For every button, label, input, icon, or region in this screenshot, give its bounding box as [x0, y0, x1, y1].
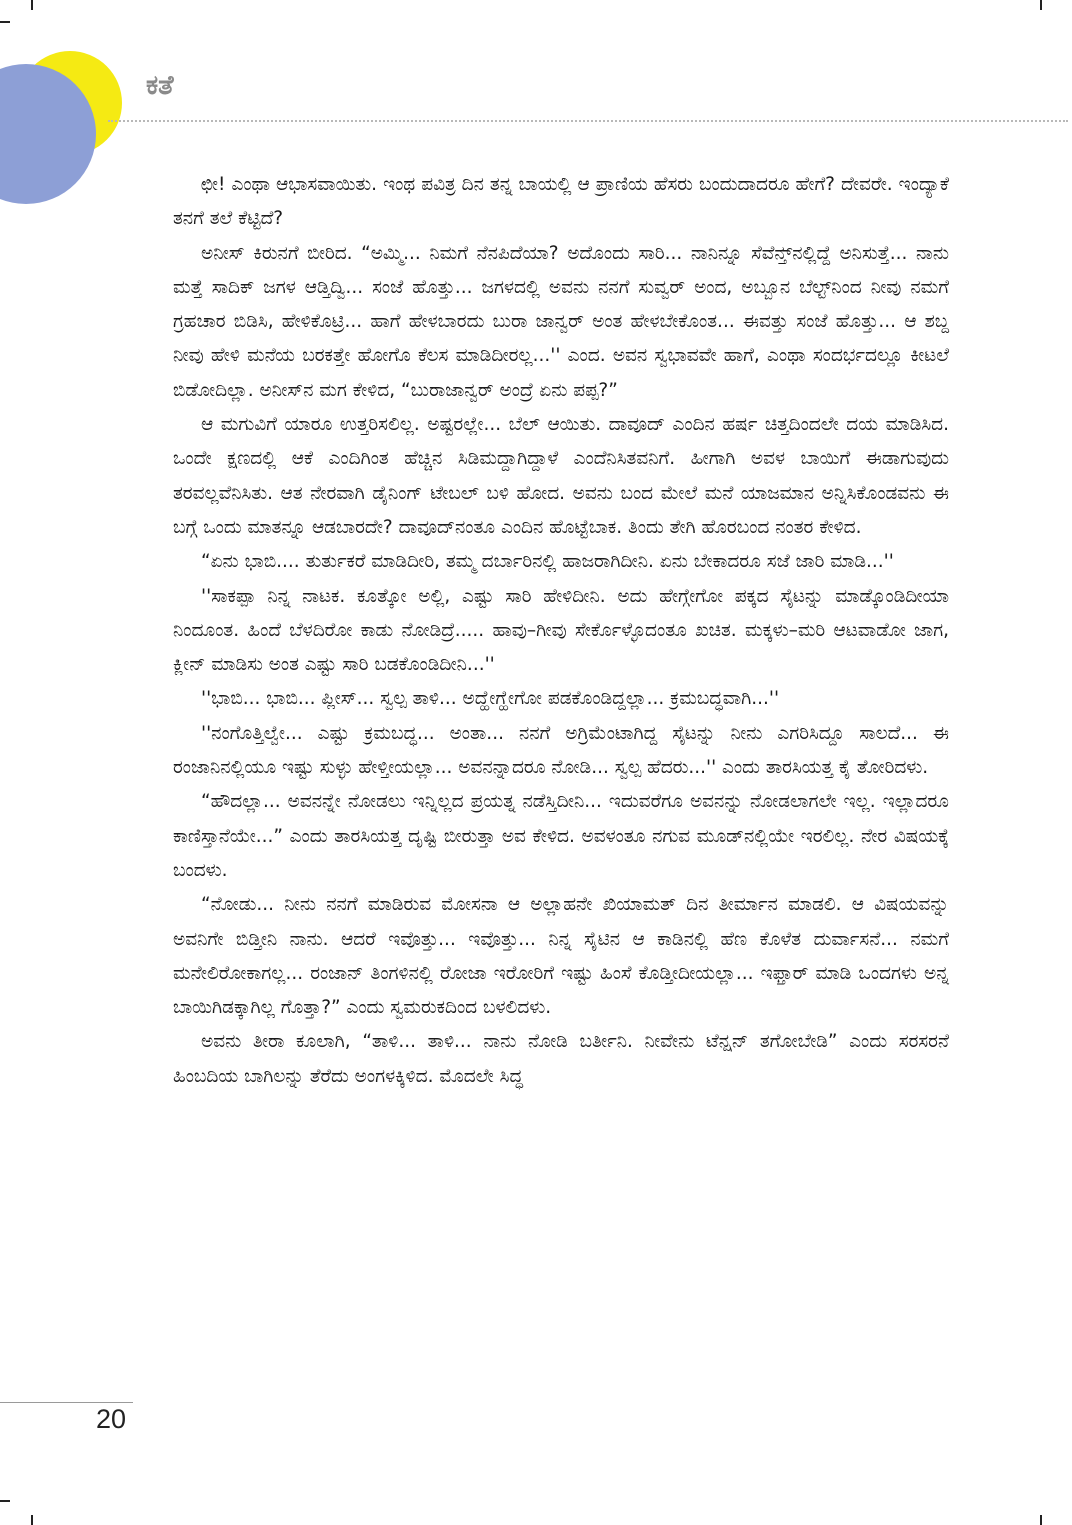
story-paragraph: ಆ ಮಗುವಿಗೆ ಯಾರೂ ಉತ್ತರಿಸಲಿಲ್ಲ. ಅಷ್ಟರಲ್ಲೇ... ಬೆಲ್ ಆಯಿತು. ದಾವೂದ್ ಎಂದಿನ ಹರ್ಷ ಚಿತ್ತದಿಂದಲೇ ದಯ ಮಾಡಿಸಿದ. ಒಂದೇ ಕ್ಷಣದಲ್ಲಿ ಆಕೆ ಎಂದಿಗಿಂತ ಹೆಚ್ಚಿನ ಸಿಡಿಮದ್ದಾಗಿದ್ದಾಳೆ ಎಂದೆನಿಸಿತವನಿಗೆ. ಹೀಗಾಗಿ ಅವಳ ಬಾಯಿಗೆ ಈಡಾಗುವುದು ತರವಲ್ಲವೆನಿಸಿತು. ಆತ ನೇರವಾಗಿ ಡೈನಿಂಗ್ ಟೇಬಲ್ ಬಳಿ ಹೋದ. ಅವನು ಬಂದ ಮೇಲೆ ಮನೆ ಯಾಜಮಾನ ಅನ್ನಿಸಿಕೊಂಡವನು ಈ ಬಗ್ಗೆ ಒಂದು ಮಾತನ್ನೂ ಆಡಬಾರದೇ? ದಾವೂದ್‌ನಂತೂ ಎಂದಿನ ಹೊಟ್ಟೆಬಾಕ. ತಿಂದು ತೇಗಿ ಹೊರಬಂದ ನಂತರ ಕೇಳಿದ. — [173, 414, 949, 538]
section-title: ಕತೆ — [146, 70, 174, 101]
story-paragraph: “ಹೌದಲ್ಲಾ... ಅವನನ್ನೇ ನೋಡಲು ಇನ್ನಿಲ್ಲದ ಪ್ರಯತ್ನ ನಡೆಸ್ತಿದೀನಿ... ಇದುವರೆಗೂ ಅವನನ್ನು ನೋಡಲಾಗಲೇ ಇಲ್ಲ. ಇಲ್ಲಾದರೂ ಕಾಣಿಸ್ತಾನೆಯೇ...” ಎಂದು ತಾರಸಿಯತ್ತ ದೃಷ್ಟಿ ಬೀರುತ್ತಾ ಅವ ಕೇಳಿದ. ಅವಳಂತೂ ನಗುವ ಮೂಡ್‌ನಲ್ಲಿಯೇ ಇರಲಿಲ್ಲ. ನೇರ ವಿಷಯಕ್ಕೆ ಬಂದಳು. — [173, 791, 949, 881]
story-paragraph: ಅವನು ತೀರಾ ಕೂಲಾಗಿ, “ತಾಳಿ... ತಾಳಿ... ನಾನು ನೋಡಿ ಬರ್ತೀನಿ. ನೀವೇನು ಟೆನ್ಷನ್ ತಗೋಬೇಡಿ” ಎಂದು ಸರಸರನೆ ಹಿಂಬದಿಯ ಬಾಗಿಲನ್ನು ತೆರೆದು ಅಂಗಳಕ್ಕಿಳಿದ. ಮೊದಲೇ ಸಿದ್ಧ — [173, 1031, 949, 1087]
crop-mark-bottom-left — [31, 1515, 33, 1525]
page-number: 20 — [96, 1404, 127, 1434]
story-paragraph: ''ಸಾಕಪ್ಪಾ ನಿನ್ನ ನಾಟಕ. ಕೂತ್ಕೋ ಅಲ್ಲಿ, ಎಷ್ಟು ಸಾರಿ ಹೇಳಿದೀನಿ. ಅದು ಹೇಗ್ಗೇಗೋ ಪಕ್ಕದ ಸೈಟನ್ನು ಮಾಡ್ಕೊಂಡಿದೀಯಾ ನಿಂದೂಂತ. ಹಿಂದೆ ಬೆಳದಿರೋ ಕಾಡು ನೋಡಿದ್ರೆ..... ಹಾವು–ಗೀವು ಸೇರ್ಕೊಳ್ಳೊದಂತೂ ಖಚಿತ. ಮಕ್ಕಳು–ಮರಿ ಆಟವಾಡೋ ಜಾಗ, ಕ್ಲೀನ್ ಮಾಡಿಸು ಅಂತ ಎಷ್ಟು ಸಾರಿ ಬಡಕೊಂಡಿದೀನಿ...'' — [173, 585, 949, 676]
story-paragraph: ಛೀ! ಎಂಥಾ ಆಭಾಸವಾಯಿತು. ಇಂಥ ಪವಿತ್ರ ದಿನ ತನ್ನ ಬಾಯಲ್ಲಿ ಆ ಪ್ರಾಣಿಯ ಹೆಸರು ಬಂದುದಾದರೂ ಹೇಗೆ? ದೇವರೇ. ಇಂದ್ಯಾಕೆ ತನಗೆ ತಲೆ ಕೆಟ್ಟಿದೆ? — [173, 174, 949, 230]
crop-mark-top-right — [1040, 0, 1042, 10]
story-paragraph: ''ಭಾಬಿ... ಭಾಬಿ... ಪ್ಲೀಸ್... ಸ್ವಲ್ಪ ತಾಳಿ... ಅದ್ಹೇಗ್ಹೇಗೋ ಪಡಕೊಂಡಿದ್ದಲ್ಲಾ... ಕ್ರಮಬದ್ಧವಾಗಿ...'' — [201, 688, 780, 710]
story-paragraph: “ಏನು ಭಾಬಿ.... ತುರ್ತುಕರೆ ಮಾಡಿದೀರಿ, ತಮ್ಮ ದರ್ಬಾರಿನಲ್ಲಿ ಹಾಜರಾಗಿದೀನಿ. ಏನು ಬೇಕಾದರೂ ಸಜೆ ಜಾರಿ ಮಾಡಿ...'' — [201, 551, 894, 573]
crop-mark-bottom-left-side — [0, 1500, 10, 1502]
decorative-circles — [0, 0, 140, 230]
crop-mark-bottom-right — [1040, 1515, 1042, 1525]
story-paragraph: ''ನಂಗೊತ್ತಿಲ್ವೇ... ಎಷ್ಟು ಕ್ರಮಬದ್ಧ... ಅಂತಾ... ನನಗೆ ಅಗ್ರಿಮೆಂಟಾಗಿದ್ದ ಸೈಟನ್ನು ನೀನು ಎಗರಿಸಿದ್ದೂ ಸಾಲದೆ... ಈ ರಂಜಾನಿನಲ್ಲಿಯೂ ಇಷ್ಟು ಸುಳ್ಳು ಹೇಳ್ತೀಯಲ್ಲಾ... ಅವನನ್ನಾದರೂ ನೋಡಿ... ಸ್ವಲ್ಪ ಹೆದರು...'' ಎಂದು ತಾರಸಿಯತ್ತ ಕೈ ತೋರಿದಳು. — [173, 722, 949, 779]
story-body — [173, 168, 949, 1094]
story-paragraph: “ನೋಡು... ನೀನು ನನಗೆ ಮಾಡಿರುವ ಮೋಸನಾ ಆ ಅಲ್ಲಾಹನೇ ಖಿಯಾಮತ್ ದಿನ ತೀರ್ಮಾನ ಮಾಡಲಿ. ಆ ವಿಷಯವನ್ನು ಅವನಿಗೇ ಬಿಡ್ತೀನಿ ನಾನು. ಆದರೆ ಇವೊತ್ತು... ಇವೊತ್ತು... ನಿನ್ನ ಸೈಟಿನ ಆ ಕಾಡಿನಲ್ಲಿ ಹೆಣ ಕೊಳೆತ ದುರ್ವಾಸನೆ... ನಮಗೆ ಮನೇಲಿರೋಕಾಗಲ್ಲ... ರಂಜಾನ್ ತಿಂಗಳಿನಲ್ಲಿ ರೋಜಾ ಇರೋರಿಗೆ ಇಷ್ಟು ಹಿಂಸೆ ಕೊಡ್ತೀದೀಯಲ್ಲಾ... ಇಫ್ತಾರ್ ಮಾಡಿ ಒಂದಗಳು ಅನ್ನ ಬಾಯಿಗಿಡಕ್ಕಾಗಿಲ್ಲ ಗೊತ್ತಾ?” ಎಂದು ಸ್ವಮರುಕದಿಂದ ಬಳಲಿದಳು. — [173, 894, 949, 1019]
header-dotted-rule — [108, 120, 1068, 122]
story-paragraph: ಅನೀಸ್ ಕಿರುನಗೆ ಬೀರಿದ. “ಅಮ್ಮಿ... ನಿಮಗೆ ನೆನಪಿದೆಯಾ? ಅದೊಂದು ಸಾರಿ... ನಾನಿನ್ನೂ ಸೆವೆನ್ತ್‌ನಲ್ಲಿದ್ದೆ ಅನಿಸುತ್ತೆ... ನಾನು ಮತ್ತೆ ಸಾದಿಕ್ ಜಗಳ ಆಡ್ತಿದ್ವಿ... ಸಂಜೆ ಹೊತ್ತು... ಜಗಳದಲ್ಲಿ ಅವನು ನನಗೆ ಸುವ್ವರ್ ಅಂದ, ಅಬ್ಬೂನ ಬೆಲ್ಟ್‌ನಿಂದ ನೀವು ನಮಗೆ ಗ್ರಹಚಾರ ಬಿಡಿಸಿ, ಹೇಳಿಕೊಟ್ರಿ... ಹಾಗೆ ಹೇಳಬಾರದು ಬುರಾ ಜಾನ್ವರ್ ಅಂತ ಹೇಳಬೇಕೊಂತ... ಈವತ್ತು ಸಂಜೆ ಹೊತ್ತು... ಆ ಶಬ್ದ ನೀವು ಹೇಳಿ ಮನೆಯ ಬರಕತ್ತೇ ಹೋಗೊ ಕೆಲಸ ಮಾಡಿದೀರಲ್ಲ...'' ಎಂದ. ಅವನ ಸ್ವಭಾವವೇ ಹಾಗೆ, ಎಂಥಾ ಸಂದರ್ಭದಲ್ಲೂ ಕೀಟಲೆ ಬಿಡೋದಿಲ್ಲಾ. ಅನೀಸ್‌ನ ಮಗ ಕೇಳಿದ, “ಬುರಾಜಾನ್ವರ್ ಅಂದ್ರೆ ಏನು ಪಪ್ಪ?” — [173, 242, 949, 401]
